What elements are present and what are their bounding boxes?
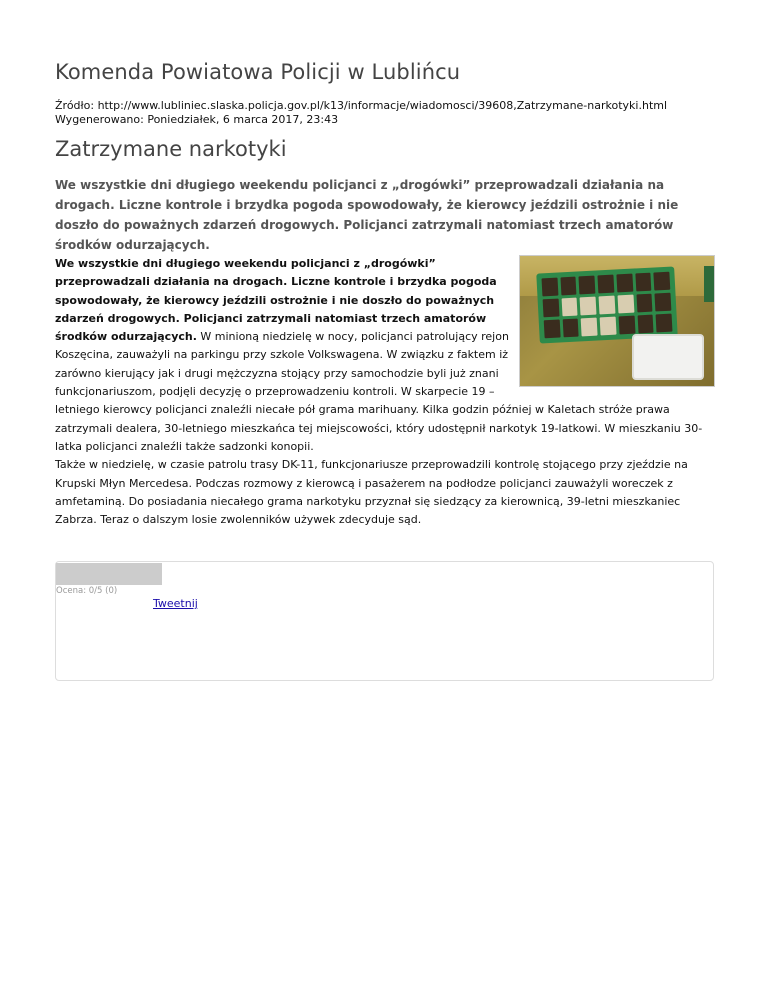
rating-text: Ocena: 0/5 (0) xyxy=(56,586,118,596)
article-photo xyxy=(519,255,715,387)
article-body xyxy=(55,255,715,529)
generated-line: Wygenerowano: Poniedziałek, 6 marca 2017, 23:43 xyxy=(55,113,339,126)
article-paragraph-2: Także w niedzielę, w czasie patrolu trasy DK-11, funkcjonariusze przeprowadzili kontrolę stojącego przy zjeździe na Krupski Młyn Mercedesa. Podczas rozmowy z kierowcą i pasażerem na podłodze policjanci zauważyli woreczek z amfetaminą. Do posiadania niecałego grama narkotyku przyznał się siedzący za kierownicą, 39-letni mieszkaniec Zabrza. Teraz o dalszym losie zwolenników używek zdecyduje sąd. xyxy=(55,458,688,527)
body-bold-intro: We wszystkie dni długiego weekendu policjanci z „drogówki” przeprowadzali działania na drogach. Liczne kontrole i brzydka pogoda spowodowały, że kierowcy jeździli ostrożnie i nie doszło do poważnych zdarzeń drogowych. Policjanci zatrzymali natomiast trzech amatorów środków odurzających. xyxy=(55,257,497,344)
meta-info xyxy=(55,99,667,127)
article-lead: We wszystkie dni długiego weekendu policjanci z „drogówki” przeprowadzali działania na drogach. Liczne kontrole i brzydka pogoda spowodowały, że kierowcy jeździli ostrożnie i nie doszło do poważnych zdarzeń drogowych. Policjanci zatrzymali natomiast trzech amatorów środków odurzających. xyxy=(55,178,679,252)
container-image xyxy=(632,334,704,380)
body-text-1: W minioną niedzielę w nocy, policjanci patrolujący rejon Koszęcina, zauważyli na parkingu przy szkole Volkswagena. W związku z faktem iż zarówno kierujący jak i drugi mężczyzna stojący przy samochodzie byli już znani funkcjonariuszom, podjęli decyzję o przeprowadzeniu kontroli. W skarpecie 19 – letniego kierowcy policjanci znaleźli niecałe pół grama marihuany. Kilka godzin później w Kaletach stróże prawa zatrzymali dealera, 30-letniego mieszkańca tej miejscowości, który udostępnił narkotyk 19-latkowi. W mieszkaniu 30-latka policjanci znaleźli także sadzonki konopii. xyxy=(55,330,703,453)
rating-stars-bar[interactable] xyxy=(56,563,162,585)
article-title: Zatrzymane narkotyki xyxy=(55,137,287,161)
site-title: Komenda Powiatowa Policji w Lublińcu xyxy=(55,60,461,84)
seedling-tray-image xyxy=(536,266,677,343)
tweet-link[interactable]: Tweetnij xyxy=(153,597,198,610)
rating-panel xyxy=(55,561,714,681)
source-line: Źródło: http://www.lubliniec.slaska.policja.gov.pl/k13/informacje/wiadomosci/39608,Zatrzymane-narkotyki.html xyxy=(55,99,668,112)
